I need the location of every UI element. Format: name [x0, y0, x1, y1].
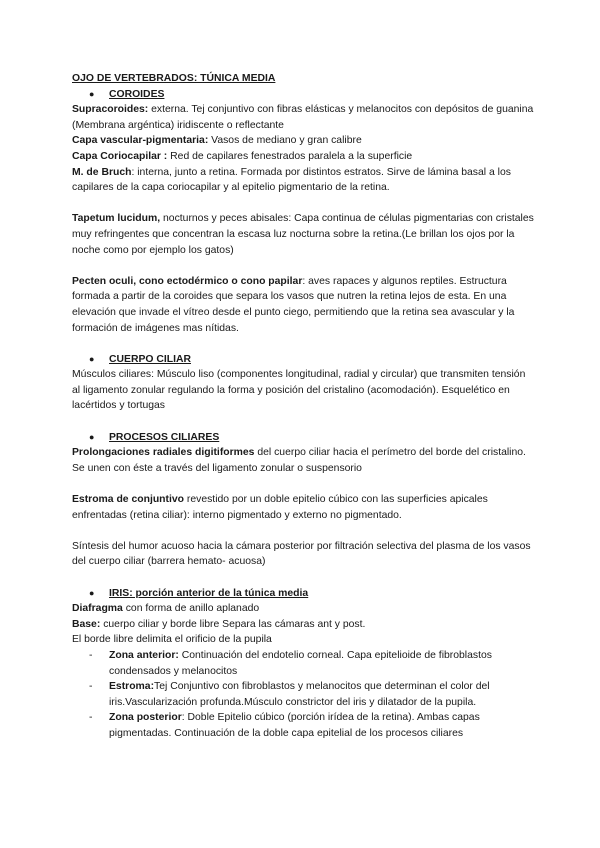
list-item-zona-posterior: - Zona posterior: Doble Epitelio cúbico (porción irídea de la retina). Ambas capas pigmentadas. Continuación de la doble capa epitelial de los procesos ciliares [89, 712, 480, 739]
paragraph-estroma-conjuntivo: Estroma de conjuntivo revestido por un doble epitelio cúbico con las superficies apicales enfrentadas (retina ciliar): interno pigmentado y externo no pigmentado. [72, 494, 488, 521]
section-heading-iris: ● IRIS: porción anterior de la túnica media [72, 586, 534, 602]
paragraph-prolongaciones: Prolongaciones radiales digitiformes del cuerpo ciliar hacia el perímetro del borde del cristalino. Se unen con éste a través del ligamento zonular o suspensorio [72, 447, 526, 474]
bullet-icon: ● [89, 88, 95, 99]
section-heading-cuerpo-ciliar: ● CUERPO CILIAR [72, 352, 534, 368]
bullet-icon: ● [89, 431, 95, 442]
section-heading-coroides: ● COROIDES [72, 87, 534, 103]
paragraph-capa-coriocapilar: Capa Coriocapilar : Red de capilares fenestrados paralela a la superficie [72, 150, 413, 162]
bullet-icon: ● [89, 353, 95, 364]
paragraph-pecten: Pecten oculi, cono ectodérmico o cono papilar: aves rapaces y algunos reptiles. Estructura formada a partir de la coroides que separa los vasos que nutren la retina lejos de esta. En una elevación que invade el vítreo desde el punto ciego, permitiendo que la retina sea avascular y la formación de imágenes mas nítidas. [72, 275, 515, 334]
paragraph-musculos-ciliares: Músculos ciliares: Músculo liso (componentes longitudinal, radial y circular) que transmiten tensión al ligamento zonular regulando la forma y posición del cristalino (acomodación). Esquelético en lacértidos y tortugas [72, 369, 526, 412]
bullet-icon: ● [89, 587, 95, 598]
iris-zones-list [72, 648, 534, 742]
paragraph-borde-libre: El borde libre delimita el orificio de la pupila [72, 634, 272, 646]
paragraph-tapetum: Tapetum lucidum, nocturnos y peces abisales: Capa continua de células pigmentarias con cristales muy refringentes que concentran la escasa luz nocturna sobre la retina.(Le brillan los ojos por la noche como por ejemplo los gatos) [72, 213, 534, 256]
document-content [72, 71, 534, 742]
dash-marker: - [89, 681, 93, 693]
page-title: OJO DE VERTEBRADOS: TÚNICA MEDIA [72, 73, 276, 84]
paragraph-base: Base: cuerpo ciliar y borde libre Separa las cámaras ant y post. [72, 618, 366, 630]
paragraph-capa-vascular: Capa vascular-pigmentaria: Vasos de mediano y gran calibre [72, 135, 362, 147]
paragraph-sintesis: Síntesis del humor acuoso hacia la cámara posterior por filtración selectiva del plasma de los vasos del cuerpo ciliar (barrera hemato- acuosa) [72, 540, 531, 568]
dash-marker: - [89, 649, 93, 661]
list-item-estroma: - Estroma:Tej Conjuntivo con fibroblastos y melanocitos que determinan el color del iris.Vascularización profunda.Músculo constrictor del iris y dilatador de la pupila. [89, 681, 490, 708]
paragraph-diafragma: Diafragma con forma de anillo aplanado [72, 603, 260, 615]
dash-marker: - [89, 712, 93, 724]
section-heading-procesos-ciliares: ● PROCESOS CILIARES [72, 430, 534, 446]
paragraph-bruch: M. de Bruch: interna, junto a retina. Formada por distintos estratos. Sirve de lámina basal a los capilares de la capa coriocapilar y al epitelio pigmentario de la retina. [72, 166, 511, 194]
paragraph-supracoroides: Supracoroides: externa. Tej conjuntivo con fibras elásticas y melanocitos con depósitos de guanina (Membrana argéntica) iridiscente o reflectante [72, 104, 534, 131]
list-item-zona-anterior: - Zona anterior: Continuación del endotelio corneal. Capa epitelioide de fibroblastos condensados y melanocitos [89, 649, 492, 677]
